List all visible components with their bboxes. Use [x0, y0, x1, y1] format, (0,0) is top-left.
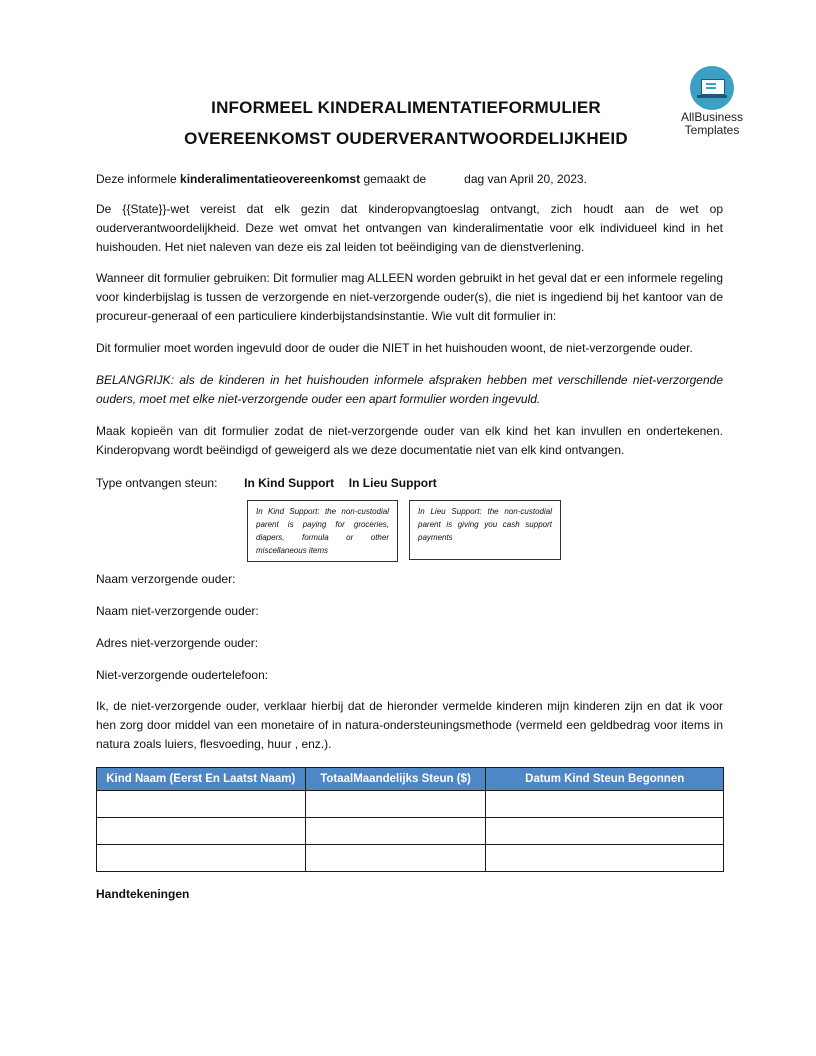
declaration-paragraph: Ik, de niet-verzorgende ouder, verklaar hierbij dat de hieronder vermelde kinderen mijn kinderen zijn en dat ik voor hen zorg door middel van een monetaire of in natura-ondersteuningsmethode (vermeld een geldbedrag voor items in natura zoals luiers, flesvoeding, huur , enz.).: [96, 699, 723, 751]
table-row: [97, 791, 724, 818]
start-date-cell[interactable]: [486, 791, 724, 818]
who-fills-paragraph: Dit formulier moet worden ingevuld door de ouder die NIET in het huishouden woont, de niet-verzorgende ouder.: [96, 341, 693, 355]
intro-line: [96, 171, 587, 187]
support-type-row: [96, 475, 437, 491]
monthly-support-cell[interactable]: [305, 845, 486, 872]
in-kind-support-note: In Kind Support: the non-custodial parent is paying for groceries, diapers, formula or other miscellaneous items: [247, 500, 398, 562]
column-header-monthly-support: TotaalMaandelijks Steun ($): [305, 768, 486, 791]
usage-paragraph: Wanneer dit formulier gebruiken: Dit formulier mag ALLEEN worden gebruikt in het geval dat er een informele regeling voor kinderbijslag is tussen de verzorgende en niet-verzorgende ouder(s), die niet is ingediend bij het kantoor van de procureur-generaal of een particuliere kinderbijstandsinstantie. Wie vult dit formulier in:: [96, 271, 723, 323]
document-title-line-1: INFORMEEL KINDERALIMENTATIEFORMULIER: [211, 98, 601, 117]
custodial-name-field[interactable]: Naam verzorgende ouder:: [96, 572, 236, 586]
child-name-cell[interactable]: [97, 845, 306, 872]
monthly-support-cell[interactable]: [305, 791, 486, 818]
column-header-start-date: Datum Kind Steun Begonnen: [486, 768, 724, 791]
intro-bold-term: kinderalimentatieovereenkomst: [180, 172, 361, 186]
noncustodial-address-field[interactable]: Adres niet-verzorgende ouder:: [96, 636, 259, 650]
table-header-row: [97, 768, 724, 791]
children-support-table: [96, 767, 724, 872]
table-row: [97, 818, 724, 845]
monthly-support-cell[interactable]: [305, 818, 486, 845]
start-date-cell[interactable]: [486, 845, 724, 872]
in-lieu-support-note: In Lieu Support: the non-custodial parent is giving you cash support payments: [409, 500, 561, 560]
in-kind-support-option[interactable]: In Kind Support: [244, 476, 335, 490]
child-name-cell[interactable]: [97, 818, 306, 845]
copies-paragraph: Maak kopieën van dit formulier zodat de niet-verzorgende ouder van elk kind het kan invullen en ondertekenen. Kinderopvang wordt beëindigd of geweigerd als we deze documentatie niet van elk kind ontvangen.: [96, 424, 723, 457]
document-title-line-2: OVEREENKOMST OUDERVERANTWOORDELIJKHEID: [184, 129, 628, 148]
state-law-paragraph: De {{State}}-wet vereist dat elk gezin dat kinderopvangtoeslag ontvangt, zich houdt aan de wet op ouderverantwoordelijkheid. Deze wet omvat het ontvangen van kinderalimentatie voor elk individueel kind in het huishouden. Het niet naleven van deze eis zal leiden tot beëindiging van de dienstverlening.: [96, 202, 723, 254]
intro-mid: gemaakt de: [360, 172, 427, 186]
table-row: [97, 845, 724, 872]
logo-line-1: AllBusiness: [680, 110, 744, 124]
intro-prefix: Deze informele: [96, 172, 181, 186]
in-lieu-support-option[interactable]: In Lieu Support: [348, 476, 437, 490]
noncustodial-phone-field[interactable]: Niet-verzorgende oudertelefoon:: [96, 668, 269, 682]
intro-date: dag van April 20, 2023.: [464, 172, 587, 186]
child-name-cell[interactable]: [97, 791, 306, 818]
important-paragraph: BELANGRIJK: als de kinderen in het huishouden informele afspraken hebben met verschillende niet-verzorgende ouders, moet met elke niet-verzorgende ouder een apart formulier worden ingevuld.: [96, 373, 723, 406]
logo-line-2: Templates: [684, 123, 740, 137]
support-type-label: Type ontvangen steun:: [96, 476, 218, 490]
noncustodial-name-field[interactable]: Naam niet-verzorgende ouder:: [96, 604, 259, 618]
signatures-heading: Handtekeningen: [96, 887, 190, 901]
column-header-child-name: Kind Naam (Eerst En Laatst Naam): [97, 768, 306, 791]
start-date-cell[interactable]: [486, 818, 724, 845]
